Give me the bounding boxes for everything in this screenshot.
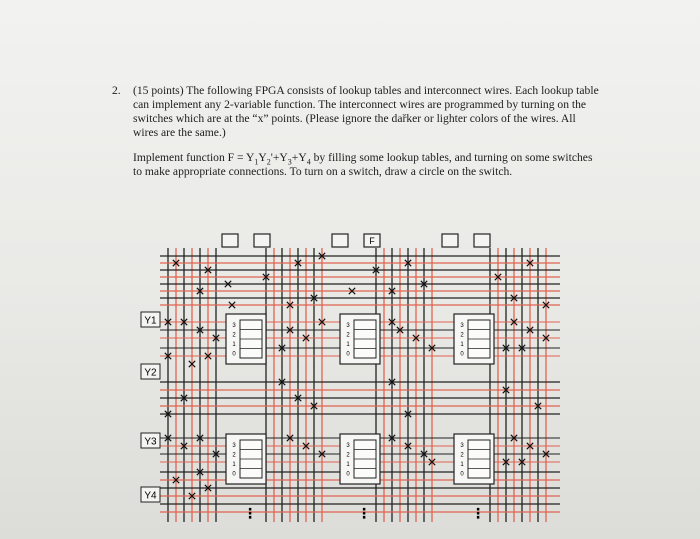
lookup-table	[340, 314, 380, 364]
lut-index: 2	[346, 332, 350, 339]
lut-index: 2	[460, 332, 464, 339]
input-label: Y3	[144, 436, 157, 448]
continuation-dots: ⋮	[471, 505, 485, 521]
lut-index: 1	[346, 462, 350, 468]
lookup-table	[454, 434, 494, 484]
lookup-table	[454, 314, 494, 364]
lut-index: 0	[346, 471, 350, 478]
lut-index: 3	[346, 323, 350, 329]
lut-index: 0	[232, 471, 236, 478]
lut-index: 1	[232, 342, 236, 348]
lut-index: 0	[460, 471, 464, 478]
lut-index: 2	[232, 332, 236, 339]
lut-index: 0	[346, 351, 350, 358]
question-paragraph-1: (15 points) The following FPGA consists of lookup tables and interconnect wires. Each lookup table can implement any 2-variable function. The interconnect wires are programmed by turning on the switches which are at the “x” points. (Please ignore the dařker or lighter colors of the wires. All wires are the same.)	[133, 84, 599, 139]
function-rest: by filling some lookup tables, and turning on some switches to make appropriate connections. To turn on a switch, draw a circle on the switch.	[133, 151, 593, 178]
output-box	[222, 234, 238, 247]
output-box	[474, 234, 490, 247]
lookup-table	[226, 314, 266, 364]
lut-index: 2	[346, 452, 350, 459]
lut-index: 0	[460, 351, 464, 358]
question-number: 2.	[112, 84, 121, 97]
lut-index: 1	[232, 462, 236, 468]
input-label: Y4	[144, 490, 157, 502]
question-paragraph-2: Implement function $F = Y_1Y_2'+Y_3+Y_4$ by filling some lookup tables, and turning on some switches to make appropriate connections. To turn on a switch, draw a circle on the switch.	[133, 151, 593, 178]
function-prefix: Implement function F = Y	[133, 151, 255, 164]
continuation-dots: ⋮	[243, 505, 257, 521]
lut-index: 2	[460, 452, 464, 459]
output-box	[442, 234, 458, 247]
lut-index: 3	[232, 443, 236, 449]
lut-index: 2	[232, 452, 236, 459]
lut-index: 0	[232, 351, 236, 358]
lut-index: 3	[460, 443, 464, 449]
lut-index: 3	[346, 443, 350, 449]
lut-index: 1	[460, 462, 464, 468]
continuation-dots: ⋮	[357, 505, 371, 521]
output-label-f: F	[369, 236, 375, 246]
lookup-table	[340, 434, 380, 484]
lookup-table	[226, 434, 266, 484]
output-box	[254, 234, 270, 247]
lut-index: 3	[460, 323, 464, 329]
lut-index: 1	[460, 342, 464, 348]
lut-index: 1	[346, 342, 350, 348]
output-box	[332, 234, 348, 247]
input-label: Y1	[144, 315, 157, 327]
lut-index: 3	[232, 323, 236, 329]
input-label: Y2	[144, 367, 157, 379]
